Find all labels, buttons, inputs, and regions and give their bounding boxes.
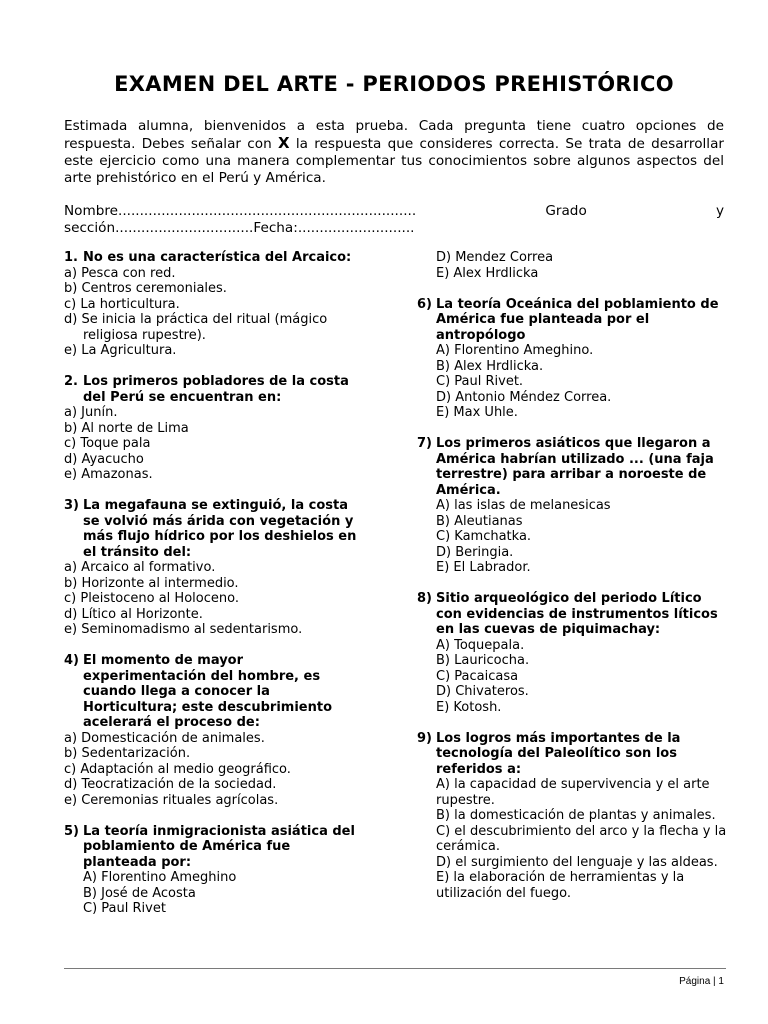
option: B) Lauricocha. <box>436 653 530 668</box>
option: a) Pesca con red. <box>64 265 176 281</box>
option: c) Pleistoceno al Holoceno. <box>64 591 239 606</box>
question-text: Los primeros pobladores de la costa del Perú se encuentran en: <box>83 374 349 405</box>
question-number: 7) <box>417 436 432 451</box>
question-text: La teoría inmigracionista asiática del poblamiento de América fue planteada por: <box>83 823 355 870</box>
question-8 <box>417 591 727 715</box>
question-9 <box>417 731 727 902</box>
question-text: El momento de mayor experimentación del hombre, es cuando llega a conocer la Horticultura; este descubrimiento acelerará el proceso de: <box>83 653 333 730</box>
option: B) Alex Hrdlicka. <box>436 358 544 374</box>
page-title: EXAMEN DEL ARTE - PERIODOS PREHISTÓRICO <box>114 72 674 96</box>
question-text: Sitio arqueológico del periodo Lítico con evidencias de instrumentos líticos en las cuevas de piquimachay: <box>436 591 718 637</box>
option: a) Arcaico al formativo. <box>64 560 216 575</box>
option: E) El Labrador. <box>436 560 531 575</box>
grade-label: Grado <box>545 203 587 219</box>
left-column <box>64 250 364 932</box>
question-text: No es una característica del Arcaico: <box>83 250 352 265</box>
option: C) el descubrimiento del arco y la flecha y la cerámica. <box>436 823 727 854</box>
option: a) Domesticación de animales. <box>64 730 265 746</box>
question-number: 1. <box>64 250 78 265</box>
option: b) Centros ceremoniales. <box>64 281 227 296</box>
option: D) Antonio Méndez Correa. <box>436 389 612 405</box>
option: B) José de Acosta <box>83 885 196 901</box>
intro-paragraph <box>64 118 724 187</box>
question-number: 2. <box>64 374 78 389</box>
option: C) Kamchatka. <box>436 529 532 544</box>
question-7 <box>417 436 727 576</box>
option: e) Ceremonias rituales agrícolas. <box>64 792 279 808</box>
option: e) Amazonas. <box>64 467 153 482</box>
question-2 <box>64 374 364 483</box>
option: D) Chivateros. <box>436 684 529 699</box>
option: c) La horticultura. <box>64 296 180 312</box>
right-column <box>417 250 727 917</box>
option: c) Toque pala <box>64 436 151 451</box>
option: D) el surgimiento del lenguaje y las aldeas. <box>436 854 718 870</box>
option: d) Teocratización de la sociedad. <box>64 777 277 792</box>
option: a) Junín. <box>64 405 118 420</box>
option: b) Horizonte al intermedio. <box>64 575 239 591</box>
question-number: 4) <box>64 653 79 668</box>
option: C) Paul Rivet. <box>436 374 524 389</box>
option: c) Adaptación al medio geográfico. <box>64 761 291 777</box>
name-field: Nombre..................................................................... <box>64 203 417 219</box>
page-number: Página | 1 <box>679 976 724 987</box>
option: e) Seminomadismo al sedentarismo. <box>64 622 303 637</box>
option: A) Toquepala. <box>436 637 525 653</box>
question-text: Los primeros asiáticos que llegaron a América habrían utilizado ... (una faja terrestre) para arribar a noroeste de América. <box>436 436 714 498</box>
question-number: 6) <box>417 296 432 312</box>
option: D) Beringia. <box>436 544 514 560</box>
intro-x-mark: X <box>277 134 290 152</box>
option: E) Kotosh. <box>436 699 502 715</box>
question-5 <box>64 824 364 917</box>
option: C) Paul Rivet <box>83 901 166 916</box>
option: E) Alex Hrdlicka <box>436 265 539 281</box>
option: B) la domesticación de plantas y animales. <box>436 808 716 823</box>
question-text: La teoría Oceánica del poblamiento de América fue planteada por el antropólogo <box>436 296 719 343</box>
question-text: La megafauna se extinguió, la costa se volvió más árida con vegetación y más flujo hídrico por los deshielos en el tránsito del: <box>83 498 357 560</box>
option: d) Se inicia la práctica del ritual (mágico religiosa rupestre). <box>64 312 328 343</box>
intro-text-1: Estimada alumna, bienvenidos a esta prueba. Cada pregunta tiene cuatro opciones de respuesta. Debes señalar con <box>64 118 724 152</box>
question-number: 9) <box>417 730 432 746</box>
option: D) Mendez Correa <box>436 250 554 265</box>
question-4 <box>64 653 364 808</box>
option: d) Ayacucho <box>64 451 144 467</box>
question-6 <box>417 297 727 421</box>
option: e) La Agricultura. <box>64 343 177 358</box>
footer-divider <box>64 968 726 969</box>
option: b) Sedentarización. <box>64 746 191 761</box>
option: A) las islas de melanesicas <box>436 498 611 513</box>
option: A) Florentino Ameghino. <box>436 343 594 358</box>
student-info-lines <box>64 203 724 237</box>
question-number: 5) <box>64 823 79 839</box>
question-1 <box>64 250 364 359</box>
question-3 <box>64 498 364 638</box>
question-text: Los logros más importantes de la tecnología del Paleolítico son los referidos a: <box>436 730 681 777</box>
and-word: y <box>715 203 724 219</box>
option: d) Lítico al Horizonte. <box>64 606 203 622</box>
option: B) Aleutianas <box>436 513 523 529</box>
question-number: 3) <box>64 498 79 513</box>
option: A) Florentino Ameghino <box>83 870 237 885</box>
option: C) Pacaicasa <box>436 668 519 684</box>
question-5-continued <box>417 250 727 281</box>
intro-text-2: la respuesta que consideres correcta. Se trata de desarrollar este ejercicio como una manera complementar tus conocimientos sobre algunos aspectos del arte prehistórico en el Perú y América. <box>64 136 724 186</box>
option: E) la elaboración de herramientas y la utilización del fuego. <box>436 870 685 901</box>
option: E) Max Uhle. <box>436 405 518 420</box>
question-number: 8) <box>417 591 432 606</box>
option: A) la capacidad de supervivencia y el arte rupestre. <box>436 777 710 808</box>
section-date-field: sección................................Fecha:........................... <box>64 220 415 236</box>
option: b) Al norte de Lima <box>64 420 189 436</box>
